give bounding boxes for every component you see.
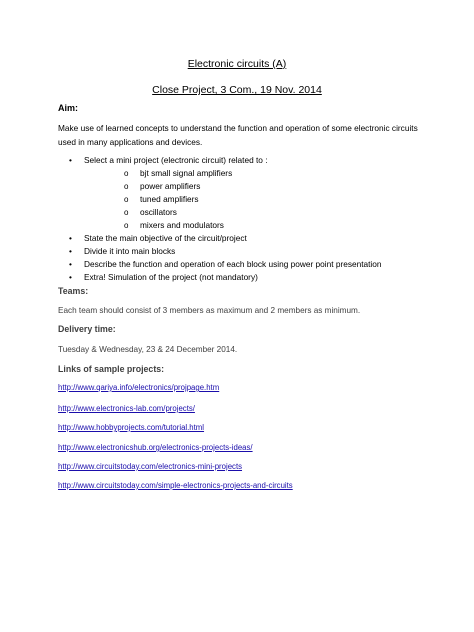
circle-bullet-icon: o [124, 195, 129, 204]
list-item [58, 271, 382, 284]
list-item [84, 206, 382, 219]
bullet-icon: • [69, 233, 72, 243]
list-item [84, 180, 382, 193]
task-item-text: Divide it into main blocks [84, 246, 176, 256]
option-label: mixers and modulators [140, 220, 224, 230]
task-item-text: Describe the function and operation of each block using power point presentation [84, 259, 382, 269]
list-item [58, 232, 382, 245]
circle-bullet-icon: o [124, 182, 129, 191]
bullet-icon: • [69, 259, 72, 269]
bullet-icon: • [69, 155, 72, 165]
task-select-text: Select a mini project (electronic circuit) related to : [84, 155, 268, 165]
bullet-icon: • [69, 246, 72, 256]
list-item [84, 167, 382, 180]
task-item-text: State the main objective of the circuit/project [84, 233, 247, 243]
document-title: Electronic circuits (A) [187, 58, 287, 70]
circle-bullet-icon: o [124, 221, 129, 230]
list-item [84, 219, 382, 232]
sample-project-link[interactable]: http://www.electronicshub.org/electronics-projects-ideas/ [58, 443, 253, 452]
option-label: power amplifiers [140, 181, 201, 191]
circle-bullet-icon: o [124, 208, 129, 217]
teams-text: Each team should consist of 3 members as maximum and 2 members as minimum. [58, 306, 361, 315]
links-heading: Links of sample projects: [58, 364, 165, 374]
option-label: bjt small signal amplifiers [140, 168, 233, 178]
aim-text: Make use of learned concepts to understand the function and operation of some electronic circuits used in many applications and devices. [58, 123, 418, 147]
task-list [58, 154, 382, 284]
teams-heading: Teams: [58, 286, 89, 296]
bullet-icon: • [69, 272, 72, 282]
delivery-heading: Delivery time: [58, 324, 116, 334]
sample-project-link[interactable]: http://www.circuitstoday.com/simple-electronics-projects-and-circuits [58, 481, 293, 490]
circle-bullet-icon: o [124, 169, 129, 178]
sample-project-link[interactable]: http://www.hobbyprojects.com/tutorial.html [58, 423, 205, 432]
list-item [58, 258, 382, 271]
sample-project-link[interactable]: http://www.circuitstoday.com/electronics-mini-projects [58, 462, 243, 471]
sample-project-link[interactable]: http://www.qariya.info/electronics/projpage.htm [58, 383, 220, 392]
list-item [58, 154, 382, 232]
delivery-text: Tuesday & Wednesday, 23 & 24 December 2014. [58, 345, 238, 354]
list-item [58, 245, 382, 258]
list-item [84, 193, 382, 206]
task-item-text: Extra! Simulation of the project (not mandatory) [84, 272, 258, 282]
aim-heading: Aim: [58, 103, 78, 113]
sample-project-link[interactable]: http://www.electronics-lab.com/projects/ [58, 404, 195, 413]
option-label: oscillators [140, 207, 177, 217]
project-options-list [84, 167, 382, 232]
option-label: tuned amplifiers [140, 194, 199, 204]
document-subtitle: Close Project, 3 Com., 19 Nov. 2014 [152, 84, 322, 96]
